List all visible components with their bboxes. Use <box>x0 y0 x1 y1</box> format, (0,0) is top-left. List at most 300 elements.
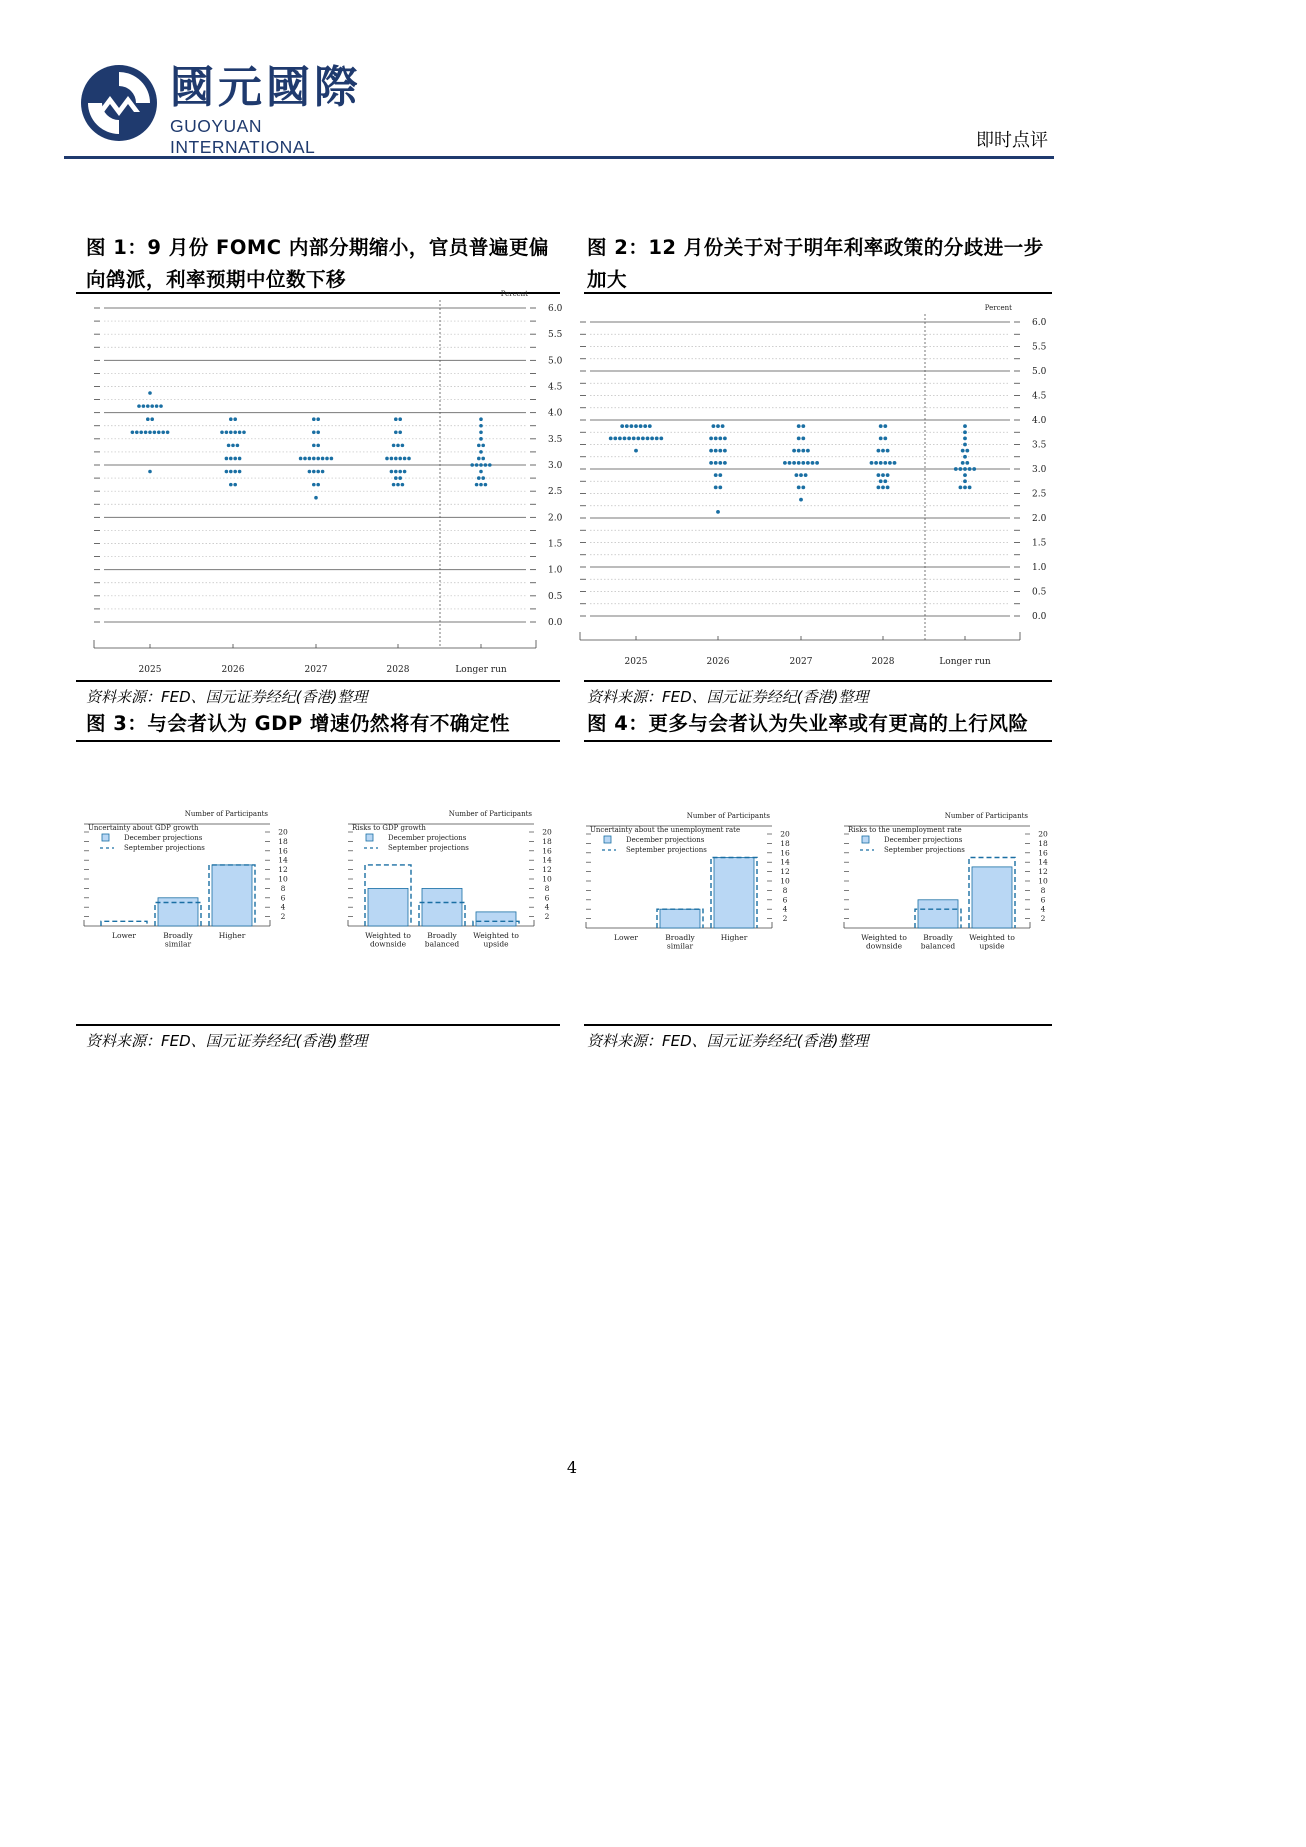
dot-point <box>797 449 801 453</box>
dot-point <box>484 463 488 467</box>
dot-point <box>242 430 246 434</box>
x-tick-label: 2026 <box>706 657 730 667</box>
y-tick-label: 6.0 <box>1032 318 1047 328</box>
x-tick-label: 2027 <box>789 657 813 667</box>
y-tick-label: 5.0 <box>1032 367 1047 377</box>
y-tick-label: 4 <box>544 902 550 912</box>
category-label: Broadly <box>427 931 457 940</box>
dot-point <box>801 436 805 440</box>
y-tick-label: 4.5 <box>548 382 563 393</box>
dot-point <box>893 461 897 465</box>
dot-point <box>398 470 402 474</box>
y-tick-label: 14 <box>278 855 288 865</box>
figure-3-title: 图 3：与会者认为 GDP 增速仍然将有不确定性 <box>86 712 510 735</box>
y-axis-unit: Number of Participants <box>686 812 770 820</box>
category-label: Lower <box>112 931 136 940</box>
dot-point <box>312 457 316 461</box>
dot-point <box>148 430 152 434</box>
y-tick-label: 12 <box>1038 867 1048 877</box>
legend-label-september: September projections <box>626 846 707 854</box>
dot-point <box>316 470 320 474</box>
y-tick-label: 4 <box>782 904 788 914</box>
dot-point <box>801 449 805 453</box>
dot-point <box>475 463 479 467</box>
dot-point <box>157 430 161 434</box>
dot-point <box>963 485 967 489</box>
dot-point <box>153 430 157 434</box>
dot-point <box>954 467 958 471</box>
outline-september <box>101 921 147 926</box>
dot-point <box>623 436 627 440</box>
legend-swatch-december <box>102 834 109 841</box>
dot-point <box>618 436 622 440</box>
dot-point <box>646 436 650 440</box>
y-tick-label: 0.5 <box>1032 587 1047 598</box>
dot-point <box>718 436 722 440</box>
bar-december <box>422 888 462 926</box>
x-tick-label: 2026 <box>221 665 245 675</box>
y-tick-label: 1.0 <box>1032 563 1047 573</box>
y-tick-label: 16 <box>1038 848 1048 858</box>
dot-point <box>479 450 483 454</box>
category-label: Broadly <box>665 933 695 942</box>
dot-point <box>639 424 643 428</box>
y-tick-label: 20 <box>780 829 790 839</box>
dot-point <box>959 485 963 489</box>
category-label: Weighted to <box>473 931 519 940</box>
y-tick-label: 3.0 <box>1032 465 1047 475</box>
dot-point <box>799 498 803 502</box>
dot-point <box>401 444 405 448</box>
dot-point <box>398 457 402 461</box>
dot-point <box>396 483 400 487</box>
dot-point <box>477 457 481 461</box>
dot-point <box>883 436 887 440</box>
dot-point <box>886 449 890 453</box>
y-tick-label: 2 <box>544 912 550 922</box>
dot-point <box>712 424 716 428</box>
y-tick-label: 14 <box>1038 857 1048 867</box>
dot-point <box>716 510 720 514</box>
y-tick-label: 4 <box>1040 904 1046 914</box>
dot-point <box>398 476 402 480</box>
dot-point <box>314 496 318 500</box>
y-tick-label: 5.0 <box>548 356 563 367</box>
dot-point <box>312 430 316 434</box>
logo <box>78 62 378 157</box>
chart-uncertainty-gdp <box>80 806 300 958</box>
figure-3-source: 资料来源：FED、国元证券经纪(香港)整理 <box>86 1032 368 1050</box>
legend-swatch-december <box>604 836 611 843</box>
dot-point <box>888 461 892 465</box>
dot-point <box>963 436 967 440</box>
dot-point <box>394 417 398 421</box>
dot-point <box>879 461 883 465</box>
y-tick-label: 4 <box>280 902 286 912</box>
dot-point <box>155 404 159 408</box>
dot-point <box>877 485 881 489</box>
category-label: Lower <box>614 933 638 942</box>
y-axis-unit: Number of Participants <box>448 810 532 818</box>
dot-point <box>963 424 967 428</box>
dot-point <box>159 404 163 408</box>
dot-point <box>718 485 722 489</box>
dot-point <box>407 457 411 461</box>
y-tick-label: 1.5 <box>1032 538 1047 549</box>
dot-plot-december <box>570 304 1058 680</box>
y-tick-label: 2 <box>1040 914 1046 924</box>
dot-point <box>225 457 229 461</box>
dot-point <box>811 461 815 465</box>
dot-point <box>716 424 720 428</box>
x-tick-label: 2028 <box>386 665 410 675</box>
dot-point <box>312 483 316 487</box>
dot-point <box>659 436 663 440</box>
y-tick-label: 0.0 <box>548 618 563 628</box>
dot-point <box>714 473 718 477</box>
report-type-label: 即时点评 <box>976 130 1048 151</box>
dot-point <box>627 436 631 440</box>
dot-point <box>396 444 400 448</box>
dot-point <box>401 483 405 487</box>
dot-point <box>797 436 801 440</box>
bar-december <box>212 865 252 926</box>
y-tick-label: 3.0 <box>548 461 563 471</box>
dot-point <box>394 430 398 434</box>
dot-point <box>316 457 320 461</box>
x-tick-label: 2025 <box>138 665 162 675</box>
dot-point <box>625 424 629 428</box>
dot-point <box>392 444 396 448</box>
dot-point <box>321 470 325 474</box>
category-label: Weighted to <box>969 933 1015 942</box>
y-tick-label: 10 <box>542 874 552 884</box>
dot-point <box>394 476 398 480</box>
dot-point <box>881 485 885 489</box>
x-tick-label: Longer run <box>455 665 507 675</box>
dot-point <box>886 473 890 477</box>
dot-point <box>161 430 165 434</box>
figure-2-title-rule <box>584 292 1052 294</box>
y-tick-label: 18 <box>780 838 790 848</box>
dot-point <box>874 461 878 465</box>
y-tick-label: 14 <box>780 857 790 867</box>
dot-point <box>879 424 883 428</box>
dot-point <box>166 430 170 434</box>
x-tick-label: Longer run <box>939 657 991 667</box>
figure-2-source: 资料来源：FED、国元证券经纪(香港)整理 <box>587 688 869 706</box>
dot-point <box>398 417 402 421</box>
dot-point <box>792 449 796 453</box>
dot-point <box>225 430 229 434</box>
category-label: upside <box>483 939 509 949</box>
dot-point <box>299 457 303 461</box>
dot-point <box>484 483 488 487</box>
dot-point <box>470 463 474 467</box>
y-tick-label: 10 <box>1038 876 1048 886</box>
dot-point <box>303 457 307 461</box>
dot-point <box>131 430 135 434</box>
category-label: Broadly <box>923 933 953 942</box>
figure-1-title: 图 1：9 月份 FOMC 内部分期缩小，官员普遍更偏向鸽派，利率预期中位数下移 <box>86 236 549 291</box>
dot-point <box>229 470 233 474</box>
y-tick-label: 12 <box>542 865 552 875</box>
dot-point <box>806 449 810 453</box>
dot-point <box>479 437 483 441</box>
dot-point <box>325 457 329 461</box>
y-tick-label: 8 <box>782 885 788 895</box>
dot-point <box>709 436 713 440</box>
y-tick-label: 2.0 <box>548 513 563 524</box>
y-tick-label: 6.0 <box>548 304 563 314</box>
logo-emblem-icon <box>78 62 160 144</box>
dot-point <box>479 417 483 421</box>
dot-point <box>792 461 796 465</box>
dot-point <box>877 473 881 477</box>
y-tick-label: 6 <box>544 893 550 903</box>
dot-point <box>316 483 320 487</box>
dot-point <box>721 424 725 428</box>
dot-point <box>641 436 645 440</box>
dot-point <box>634 449 638 453</box>
y-tick-label: 1.0 <box>548 565 563 576</box>
y-tick-label: 2.5 <box>1032 489 1047 500</box>
dot-point <box>488 463 492 467</box>
y-axis-unit: Number of Participants <box>944 812 1028 820</box>
dot-point <box>481 457 485 461</box>
page-number: 4 <box>566 1458 578 1477</box>
legend-label-september: September projections <box>388 844 469 852</box>
y-tick-label: 20 <box>278 827 288 837</box>
y-tick-label: 8 <box>544 883 550 893</box>
bar-december <box>368 888 408 926</box>
logo-chinese-name: 國元國際 <box>170 62 362 113</box>
y-tick-label: 18 <box>1038 838 1048 848</box>
dot-point <box>475 483 479 487</box>
figure-1-source: 资料来源：FED、国元证券经纪(香港)整理 <box>86 688 368 706</box>
legend-label-september: September projections <box>124 844 205 852</box>
y-tick-label: 6 <box>782 895 788 905</box>
category-label: Higher <box>218 931 246 940</box>
dot-point <box>233 457 237 461</box>
dot-point <box>714 449 718 453</box>
y-tick-label: 0.0 <box>1032 612 1047 622</box>
dot-point <box>963 455 967 459</box>
category-label: upside <box>979 941 1005 951</box>
dot-point <box>403 470 407 474</box>
dot-point <box>879 436 883 440</box>
y-tick-label: 2.0 <box>1032 514 1047 524</box>
dot-point <box>229 417 233 421</box>
dot-point <box>714 461 718 465</box>
legend-label-december: December projections <box>388 834 467 842</box>
dot-point <box>238 470 242 474</box>
dot-point <box>723 449 727 453</box>
chart-title: Risks to the unemployment rate <box>848 826 962 834</box>
dot-point <box>146 404 150 408</box>
dot-point <box>883 424 887 428</box>
dot-point <box>968 467 972 471</box>
chart-title: Uncertainty about GDP growth <box>88 824 199 832</box>
dot-point <box>308 457 312 461</box>
x-tick-label: 2027 <box>304 665 328 675</box>
dot-point <box>394 470 398 474</box>
dot-point <box>877 449 881 453</box>
dot-point <box>229 457 233 461</box>
dot-point <box>648 424 652 428</box>
dot-point <box>963 467 967 471</box>
dot-point <box>479 463 483 467</box>
dot-point <box>135 430 139 434</box>
dot-point <box>227 444 231 448</box>
dot-point <box>479 470 483 474</box>
dot-point <box>613 436 617 440</box>
legend-label-december: December projections <box>626 836 705 844</box>
dot-point <box>609 436 613 440</box>
y-tick-label: 5.5 <box>548 330 563 341</box>
legend-label-december: December projections <box>884 836 963 844</box>
chart-risks-unemployment <box>840 808 1060 960</box>
dot-point <box>238 430 242 434</box>
dot-point <box>797 461 801 465</box>
y-tick-label: 16 <box>278 846 288 856</box>
dot-point <box>959 467 963 471</box>
y-tick-label: 0.5 <box>548 591 563 602</box>
dot-point <box>150 417 154 421</box>
dot-point <box>963 473 967 477</box>
figure-4-bottom-rule <box>584 1024 1052 1026</box>
figure-1-title-rule <box>76 292 560 294</box>
dot-point <box>137 404 141 408</box>
dot-point <box>961 449 965 453</box>
dot-point <box>801 424 805 428</box>
bar-december <box>476 912 516 926</box>
dot-point <box>312 444 316 448</box>
figure-4-source: 资料来源：FED、国元证券经纪(香港)整理 <box>587 1032 869 1050</box>
bar-december <box>660 909 700 928</box>
dot-point <box>709 461 713 465</box>
y-tick-label: 10 <box>278 874 288 884</box>
dot-point <box>385 457 389 461</box>
dot-point <box>236 444 240 448</box>
dot-point <box>144 430 148 434</box>
bar-december <box>972 867 1012 928</box>
dot-point <box>881 473 885 477</box>
y-tick-label: 12 <box>278 865 288 875</box>
dot-point <box>632 436 636 440</box>
figure-3-title-rule <box>76 740 560 742</box>
y-tick-label: 12 <box>780 867 790 877</box>
dot-point <box>968 485 972 489</box>
x-tick-label: 2028 <box>871 657 895 667</box>
header-rule <box>64 156 1054 159</box>
dot-point <box>479 483 483 487</box>
dot-point <box>146 417 150 421</box>
dot-point <box>394 457 398 461</box>
dot-point <box>804 473 808 477</box>
category-label: similar <box>666 941 694 951</box>
bar-december <box>714 858 754 929</box>
y-axis-unit: Percent <box>984 304 1012 312</box>
dot-point <box>139 430 143 434</box>
x-tick-label: 2025 <box>624 657 648 667</box>
dot-point <box>142 404 146 408</box>
dot-point <box>655 436 659 440</box>
y-tick-label: 6 <box>1040 895 1046 905</box>
dot-point <box>815 461 819 465</box>
dot-point <box>636 436 640 440</box>
dot-point <box>312 417 316 421</box>
y-tick-label: 3.5 <box>1032 440 1047 451</box>
y-tick-label: 3.5 <box>548 434 563 445</box>
dot-point <box>312 470 316 474</box>
chart-title: Risks to GDP growth <box>352 824 426 832</box>
category-label: balanced <box>424 939 460 949</box>
figure-1-bottom-rule <box>76 680 560 682</box>
category-label: Broadly <box>163 931 193 940</box>
dot-point <box>231 444 235 448</box>
dot-point <box>150 404 154 408</box>
figure-4-title: 图 4：更多与会者认为失业率或有更高的上行风险 <box>587 712 1029 735</box>
dot-point <box>883 461 887 465</box>
dot-point <box>233 417 237 421</box>
dot-point <box>886 485 890 489</box>
dot-point <box>481 444 485 448</box>
dot-point <box>723 461 727 465</box>
dot-point <box>620 424 624 428</box>
dot-point <box>148 391 152 395</box>
dot-point <box>801 461 805 465</box>
dot-point <box>795 473 799 477</box>
dot-point <box>308 470 312 474</box>
y-tick-label: 2 <box>280 912 286 922</box>
dot-point <box>321 457 325 461</box>
dot-point <box>220 430 224 434</box>
dot-point <box>225 470 229 474</box>
dot-point <box>799 473 803 477</box>
dot-point <box>718 449 722 453</box>
dot-point <box>630 424 634 428</box>
dot-point <box>233 470 237 474</box>
dot-point <box>233 483 237 487</box>
dot-point <box>398 430 402 434</box>
category-label: Weighted to <box>365 931 411 940</box>
figure-3-bottom-rule <box>76 1024 560 1026</box>
y-tick-label: 20 <box>542 827 552 837</box>
dot-point <box>643 424 647 428</box>
category-label: Higher <box>720 933 748 942</box>
dot-point <box>806 461 810 465</box>
dot-point <box>714 436 718 440</box>
dot-point <box>390 457 394 461</box>
y-tick-label: 4.5 <box>1032 391 1047 402</box>
y-axis-unit: Percent <box>500 290 528 298</box>
dot-point <box>634 424 638 428</box>
dot-point <box>718 473 722 477</box>
y-tick-label: 1.5 <box>548 539 563 550</box>
y-tick-label: 8 <box>280 883 286 893</box>
y-tick-label: 18 <box>542 836 552 846</box>
legend-swatch-december <box>366 834 373 841</box>
figure-2-bottom-rule <box>584 680 1052 682</box>
dot-point <box>233 430 237 434</box>
y-tick-label: 14 <box>542 855 552 865</box>
dot-point <box>316 430 320 434</box>
y-tick-label: 4.0 <box>1032 416 1047 426</box>
category-label: similar <box>164 939 192 949</box>
y-tick-label: 2 <box>782 914 788 924</box>
category-label: balanced <box>920 941 956 951</box>
